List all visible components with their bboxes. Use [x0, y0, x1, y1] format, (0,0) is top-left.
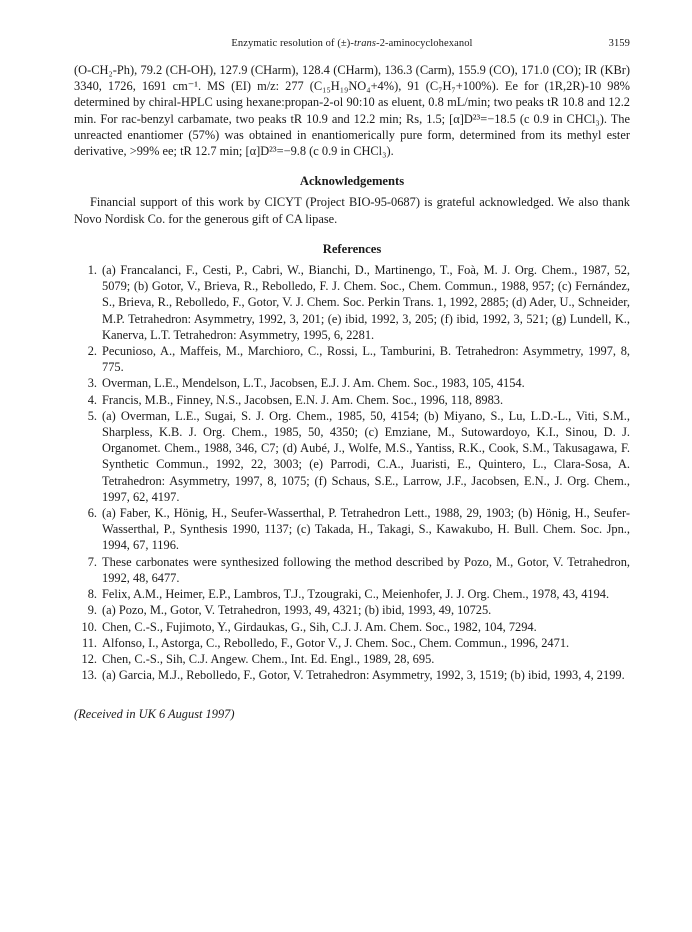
reference-item — [74, 375, 630, 391]
reference-text: (a) Garcia, M.J., Rebolledo, F., Gotor, V. Tetrahedron: Asymmetry, 1992, 3, 1519; (b) ibid, 1993, 4, 2199. — [102, 668, 625, 683]
reference-item — [74, 505, 630, 554]
reference-item — [74, 392, 630, 408]
reference-item — [74, 262, 630, 343]
reference-text: Francis, M.B., Finney, N.S., Jacobsen, E.N. J. Am. Chem. Soc., 1996, 118, 8983. — [102, 392, 504, 407]
reference-number: 9. — [87, 603, 97, 618]
reference-item — [74, 651, 630, 667]
running-title-prefix: Enzymatic resolution of (±)- — [231, 38, 354, 49]
reference-item — [74, 408, 630, 505]
reference-item — [74, 619, 630, 635]
reference-text: Felix, A.M., Heimer, E.P., Lambros, T.J., Tzougraki, C., Meienhofer, J. J. Org. Chem., 1978, 43, 4194. — [102, 587, 610, 602]
reference-number: 12. — [81, 651, 97, 666]
reference-number: 10. — [81, 619, 97, 634]
reference-text: (a) Pozo, M., Gotor, V. Tetrahedron, 1993, 49, 4321; (b) ibid, 1993, 49, 10725. — [102, 603, 492, 618]
reference-number: 7. — [87, 554, 97, 569]
reference-number: 3. — [87, 376, 97, 391]
reference-item — [74, 343, 630, 375]
reference-text: Chen, C.-S., Fujimoto, Y., Girdaukas, G., Sih, C.J. J. Am. Chem. Soc., 1982, 104, 7294. — [102, 619, 537, 634]
reference-number: 5. — [87, 408, 97, 423]
references-list — [74, 262, 630, 683]
reference-number: 13. — [81, 668, 97, 683]
running-title-suffix: -2-aminocyclohexanol — [376, 38, 473, 49]
running-title-italic: trans — [354, 38, 377, 49]
acknowledgements-text: Financial support of this work by CICYT (Project BIO-95-0687) is grateful acknowledged. We also thank Novo Nordisk Co. for the generous gift of CA lipase. — [74, 195, 630, 226]
reference-item — [74, 667, 630, 683]
page-number: 3159 — [608, 38, 630, 49]
reference-text: Overman, L.E., Mendelson, L.T., Jacobsen, E.J. J. Am. Chem. Soc., 1983, 105, 4154. — [102, 376, 525, 391]
reference-number: 8. — [87, 587, 97, 602]
reference-number: 1. — [87, 263, 97, 278]
reference-item — [74, 602, 630, 618]
reference-number: 4. — [87, 392, 97, 407]
reference-item — [74, 554, 630, 586]
reference-text: (a) Faber, K., Hönig, H., Seufer-Wasserthal, P. Tetrahedron Lett., 1988, 29, 1903; (b) Hönig, H., Seufer-Wasserthal, P., Synthesis 1990, 1137; (c) Takada, H., Takagi, S., Kawakubo, H. Bull. Chem. Soc. Jpn., 1994, 67, 1196. — [102, 506, 630, 553]
reference-number: 11. — [81, 635, 97, 650]
reference-text: Alfonso, I., Astorga, C., Rebolledo, F., Gotor V., J. Chem. Soc., Chem. Commun., 1996, 2471. — [102, 635, 570, 650]
references-heading: References — [322, 241, 382, 256]
reference-text: (a) Francalanci, F., Cesti, P., Cabri, W., Bianchi, D., Martinengo, T., Foà, M. J. Org. Chem., 1987, 52, 5079; (b) Gotor, V., Brieva, R., Rebolledo, F. J. Chem. Soc., Chem. Commun., 1988, 957; (c) Fernández, S., Brieva, R., Rebolledo, F., Gotor, V. J. Chem. Soc. Perkin Trans. 1, 1992, 2885; (d) Ader, U., Schneider, M.P. Tetrahedron: Asymmetry, 1992, 3, 201; (e) ibid, 1992, 3, 205; (f) ibid, 1992, 3, 521; (g) Lundell, K., Kanerva, L.T. Tetrahedron: Asymmetry, 1995, 6, 2281. — [102, 263, 630, 342]
acknowledgements-heading: Acknowledgements — [299, 174, 405, 189]
reference-text: (a) Overman, L.E., Sugai, S. J. Org. Chem., 1985, 50, 4154; (b) Miyano, S., Lu, L.D.-L., Viti, S.M., Sharpless, K.B. J. Org. Chem., 1985, 50, 4350; (c) Emziane, M., Sutowardoyo, K.I., Sinou, D. J. Organomet. Chem., 1988, 346, C7; (d) Aubé, J., Wolfe, M.S., Yantiss, R.K., Cook, S.M., Takusagawa, F. Synthetic Commun., 1992, 22, 3003; (e) Parrodi, C.A., Juaristi, E., Quintero, L., Clara-Sosa, A. Tetrahedron: Asymmetry, 1997, 8, 1075; (f) Schaus, S.E., Larrow, J.F., Jacobsen, E.N., J. Org. Chem., 1997, 62, 4197. — [102, 408, 630, 504]
body-text — [74, 62, 630, 723]
reference-text: Pecunioso, A., Maffeis, M., Marchioro, C., Rossi, L., Tamburini, B. Tetrahedron: Asymmetry, 1997, 8, 775. — [102, 344, 630, 375]
reference-item — [74, 586, 630, 602]
reference-item — [74, 635, 630, 651]
reference-number: 6. — [87, 506, 97, 521]
reference-text: These carbonates were synthesized following the method described by Pozo, M., Gotor, V. Tetrahedron, 1992, 48, 6477. — [102, 554, 630, 585]
reference-number: 2. — [87, 344, 97, 359]
reference-text: Chen, C.-S., Sih, C.J. Angew. Chem., Int. Ed. Engl., 1989, 28, 695. — [102, 651, 435, 666]
received-date: (Received in UK 6 August 1997) — [74, 707, 235, 722]
experimental-paragraph: (O-CH₂-Ph), 79.2 (CH-OH), 127.9 (CHarm), 128.4 (CHarm), 136.3 (Carm), 155.9 (CO), 171.0 (CO); IR (KBr) 3340, 1726, 1691 cm⁻¹. MS (EI) m/z: 277 (C₁₅H₁₉NO₄+4%), 91 (C₇H₇+100%). Ee for (1R,2R)-10 98% determined by chiral-HPLC using hexane:propan-2-ol 90:10 as eluent, 0.8 mL/min; two peaks tR 10.8 and 12.2 min. For rac-benzyl carbamate, two peaks tR 10.9 and 12.2 min; Rs, 1.5; [α]D²³=−18.5 (c 0.9 in CHCl₃). The unreacted enantiomer (57%) was obtained in enantiomerically pure form, determined from its methyl ester derivative, >99% ee; tR 12.7 min; [α]D²³=−9.8 (c 0.9 in CHCl₃). — [74, 63, 630, 159]
running-title — [74, 38, 630, 49]
